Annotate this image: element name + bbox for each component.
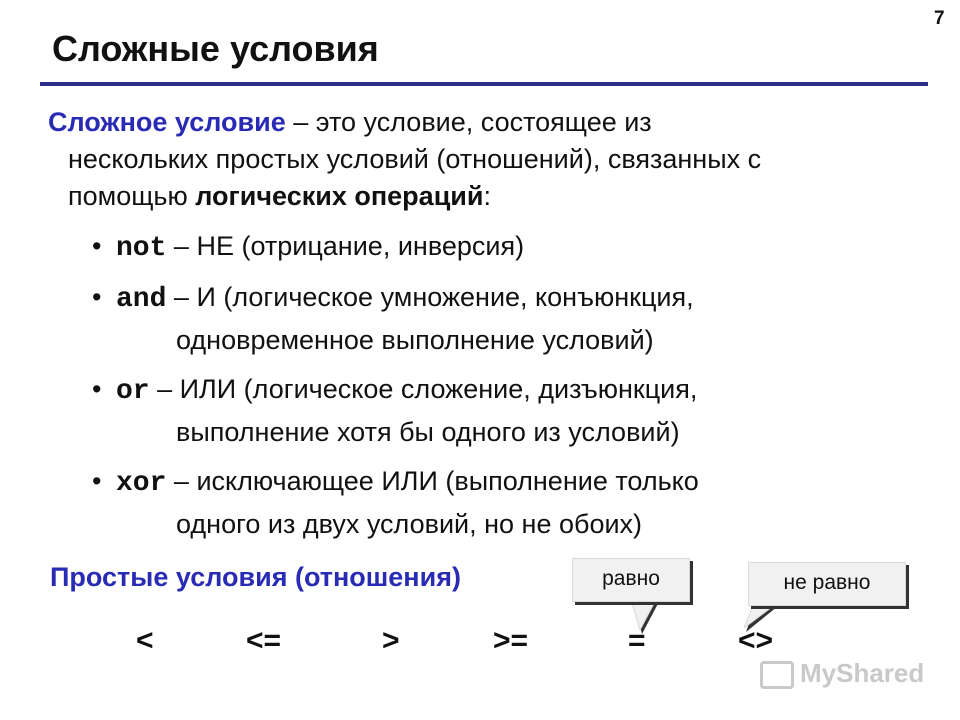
operator-not-equal: <> [738,624,774,657]
watermark-text: MyShared [800,658,925,688]
list-item-and [92,277,912,361]
presentation-icon [760,661,794,689]
defined-term: Сложное условие [48,107,286,137]
op-line-2: одновременное выполнение условий) [176,325,654,355]
op-keyword: xor [116,468,167,499]
operations-list [92,226,912,553]
operator-greater-equal: >= [493,624,529,657]
watermark [760,658,924,689]
definition-line-1 [48,107,652,137]
op-description: – НЕ (отрицание, инверсия) [166,231,525,261]
operator-less: < [136,624,154,657]
definition-text: помощью [68,181,196,211]
logical-ops-term: логических операций [195,181,484,211]
definition-line-2: нескольких простых условий (отношений), связанных с [68,144,762,174]
op-line-1 [92,226,912,269]
slide-number: 7 [934,8,945,29]
op-line-2: выполнение хотя бы одного из условий) [176,417,680,447]
op-keyword: not [116,233,167,264]
operator-greater: > [382,624,400,657]
list-item-not [92,226,912,269]
slide-title: Сложные условия [52,28,379,69]
definition-text: – это условие, состоящее из [285,107,652,137]
op-description: – исключающее ИЛИ (выполнение только [166,466,699,496]
op-description: – И (логическое умножение, конъюнкция, [166,282,694,312]
definition-paragraph [48,104,908,215]
op-line-1 [92,277,912,320]
bullet-icon: • [92,282,102,312]
op-keyword: and [116,284,167,315]
definition-line-3 [48,178,908,215]
op-line-2: одного из двух условий, но не обоих) [176,509,643,539]
definition-text: : [483,181,491,211]
list-item-xor [92,461,912,545]
bullet-icon: • [92,374,102,404]
simple-conditions-heading: Простые условия (отношения) [50,562,461,592]
callout-not-equal: не равно [748,562,906,606]
op-keyword: or [116,376,150,407]
list-item-or [92,369,912,453]
op-line-1 [92,369,912,412]
op-line-1 [92,461,912,504]
callout-equal: равно [572,558,690,602]
bullet-icon: • [92,231,102,261]
operator-less-equal: <= [246,624,282,657]
op-description: – ИЛИ (логическое сложение, дизъюнкция, [149,374,698,404]
bullet-icon: • [92,466,102,496]
title-divider [40,82,928,86]
operator-equal: = [628,624,646,657]
